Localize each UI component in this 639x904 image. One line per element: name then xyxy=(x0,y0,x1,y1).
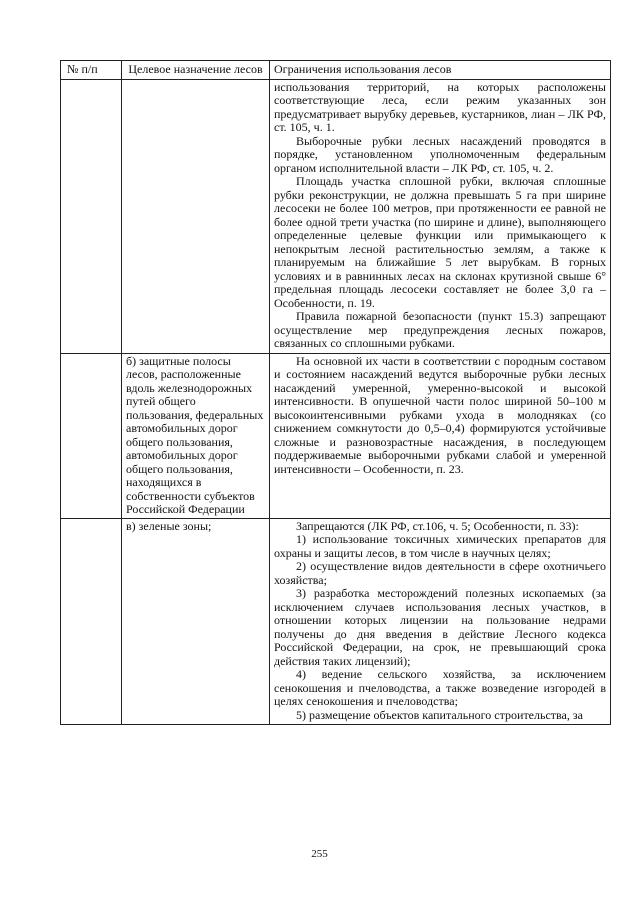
header-number: № п/п xyxy=(61,61,122,80)
paragraph: 5) размещение объектов капитального строительства, за xyxy=(296,707,583,722)
paragraph: 3) разработка месторождений полезных ископаемых (за исключением случаев использования лесных участков, в отношении которых лицензии на пользование недрами получены до дня введения в действие Лесного кодекса Российской Федерации, на срок, не превышающий срока действия таких лицензий); xyxy=(274,586,606,668)
paragraph: Запрещаются (ЛК РФ, ст.106, ч. 5; Особенности, п. 33): xyxy=(296,518,579,533)
row-number-cell xyxy=(61,518,122,725)
row-purpose-cell xyxy=(122,79,270,353)
row-purpose-cell: б) защитные полосы лесов, расположенные вдоль железнодорожных путей общего пользования, федеральных автомобильных дорог общего пользования, автомобильных дорог общего пользования, находящихся в собственности субъектов Российской Федерации xyxy=(122,353,270,518)
paragraph: 1) использование токсичных химических препаратов для охраны и защиты лесов, в том числе в научных целях; xyxy=(274,532,606,560)
paragraph: 2) осуществление видов деятельности в сфере охотничьего хозяйства; xyxy=(274,559,606,587)
page-number: 255 xyxy=(311,848,328,860)
restrictions-table xyxy=(60,60,611,725)
paragraph: На основной их части в соответствии с породным составом и состоянием насаждений ведутся выборочные рубки лесных насаждений умеренной, умеренно-высокой и высокой интенсивности. В опушечной части полос шириной 50–100 м высокоинтенсивными рубками ухода в молодняках (со снижением сомкнутости до 0,5–0,4) формируются устойчивые сложные и разновозрастные насаждения, в последующем поддерживаемые выборочными рубками слабой и умеренной интенсивности – Особенности, п. 23. xyxy=(274,353,606,476)
paragraph: Выборочные рубки лесных насаждений проводятся в порядке, установленном уполномоченным федеральным органом исполнительной власти – ЛК РФ, ст. 105, ч. 2. xyxy=(274,133,606,175)
table-header-row xyxy=(61,61,611,80)
table-row xyxy=(61,79,611,353)
row-number-cell xyxy=(61,79,122,353)
row-restrictions-cell xyxy=(270,353,611,518)
row-purpose-cell: в) зеленые зоны; xyxy=(122,518,270,725)
paragraph: Площадь участка сплошной рубки, включая сплошные рубки реконструкции, не должна превышать 5 га при ширине лесосеки не более 100 метров, при протяженности ее равной не более одной трети участка (по ширине и длине), выполняющего определенные целевые функции или примыкающего к непокрытым лесной растительностью землям, а также к планируемым на ближайшие 5 лет вырубкам. В горных условиях и в равнинных лесах на склонах крутизной свыше 6° предельная площадь лесосеки составляет не более 3,0 га – Особенности, п. 19. xyxy=(274,174,606,310)
paragraph: 4) ведение сельского хозяйства, за исключением сенокошения и пчеловодства, а также возведение изгородей в целях сенокошения и пчеловодства; xyxy=(274,667,606,708)
header-purpose: Целевое назначение лесов xyxy=(122,61,270,80)
header-restrictions: Ограничения использования лесов xyxy=(270,61,611,80)
table-row xyxy=(61,353,611,518)
row-number-cell xyxy=(61,353,122,518)
row-restrictions-cell xyxy=(270,79,611,353)
table-row xyxy=(61,518,611,725)
row-restrictions-cell xyxy=(270,518,611,725)
paragraph: использования территорий, на которых расположены соответствующие леса, если режим указанных зон предусматривает вырубку деревьев, кустарников, лиан – ЛК РФ, ст. 105, ч. 1. xyxy=(274,79,606,134)
paragraph: Правила пожарной безопасности (пункт 15.3) запрещают осуществление мер предупреждения лесных пожаров, связанных со сплошными рубками. xyxy=(274,309,606,350)
